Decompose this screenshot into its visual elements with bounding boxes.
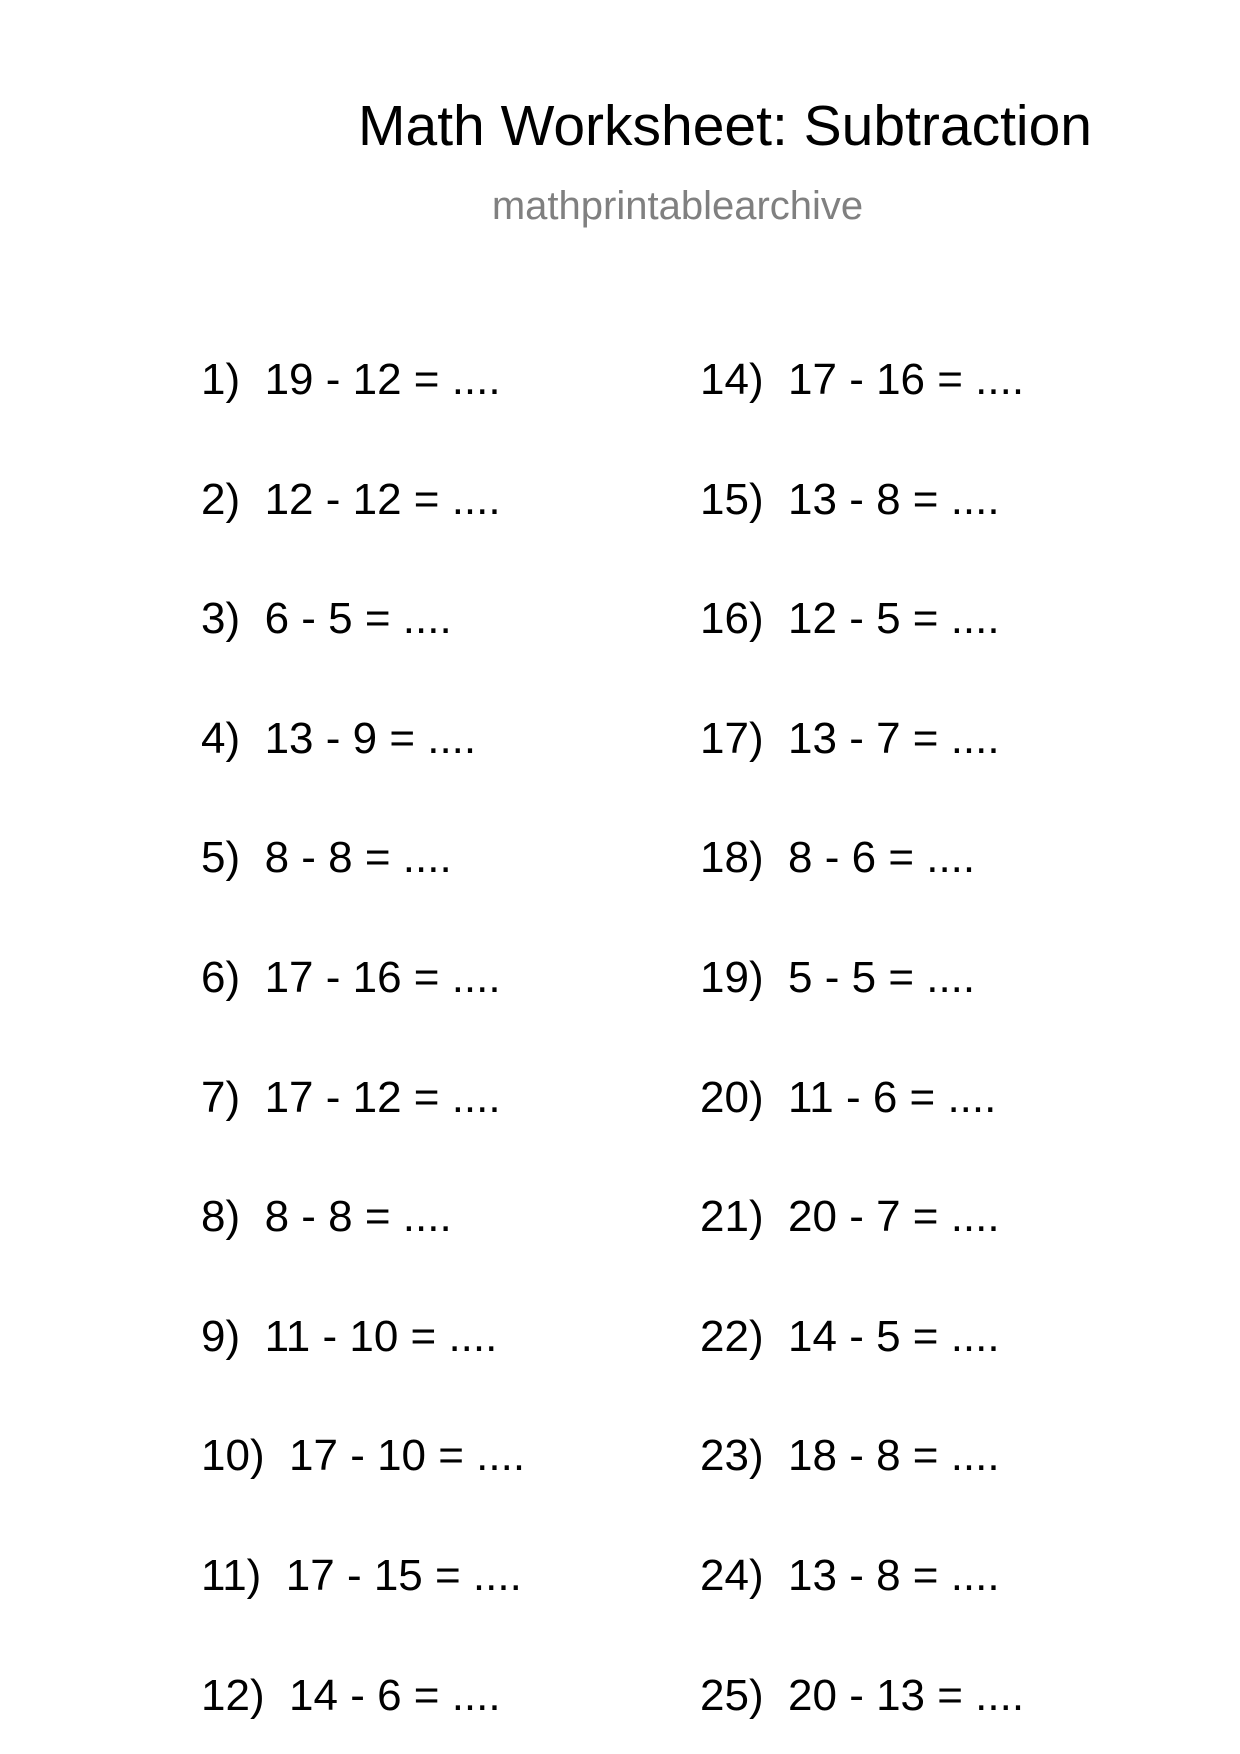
problem-number: 24) (700, 1551, 764, 1600)
problem-item (700, 474, 1000, 524)
problem-expression: 6 - 5 = .... (264, 594, 452, 644)
problem-number: 10) (201, 1431, 265, 1481)
problem-expression: 11 - 6 = .... (788, 1072, 997, 1122)
problem-expression: 8 - 6 = .... (788, 833, 976, 883)
problem-number: 1) (201, 355, 241, 404)
problem-item (201, 355, 501, 404)
problem-number: 22) (700, 1311, 764, 1361)
problem-expression: 17 - 12 = .... (264, 1072, 501, 1122)
problem-item (201, 1072, 501, 1122)
problem-item (201, 474, 501, 524)
problem-item (700, 1311, 1000, 1361)
problem-expression: 19 - 12 = .... (264, 355, 501, 404)
problem-item (201, 833, 452, 883)
problem-number: 23) (700, 1431, 764, 1481)
problem-expression: 11 - 10 = .... (264, 1311, 498, 1361)
problem-expression: 18 - 8 = .... (788, 1431, 1000, 1481)
problem-item (201, 1670, 501, 1720)
problem-number: 3) (201, 594, 241, 644)
problem-expression: 12 - 12 = .... (264, 474, 501, 524)
worksheet-title: Math Worksheet: Subtraction (358, 94, 1092, 158)
problem-number: 25) (700, 1670, 764, 1720)
problem-item (700, 833, 976, 883)
problem-expression: 13 - 8 = .... (788, 1551, 1000, 1600)
problem-number: 15) (700, 474, 764, 524)
problem-number: 11) (201, 1551, 262, 1600)
problem-item (700, 355, 1025, 404)
problem-expression: 13 - 9 = .... (264, 713, 477, 763)
problem-expression: 20 - 7 = .... (788, 1192, 1000, 1242)
problem-item (201, 953, 501, 1002)
problem-item (700, 1670, 1025, 1720)
problem-item (201, 1431, 526, 1481)
problem-number: 5) (201, 833, 241, 883)
problem-number: 19) (700, 953, 764, 1002)
problem-expression: 12 - 5 = .... (788, 594, 1000, 644)
problem-number: 9) (201, 1311, 241, 1361)
problem-item (201, 594, 452, 644)
problem-item (201, 713, 477, 763)
problem-item (700, 713, 1000, 763)
problem-expression: 5 - 5 = .... (788, 953, 976, 1002)
problem-number: 2) (201, 474, 241, 524)
problem-number: 16) (700, 594, 764, 644)
problem-expression: 8 - 8 = .... (264, 833, 452, 883)
problem-item (201, 1192, 452, 1242)
problem-item (700, 1192, 1000, 1242)
problem-number: 4) (201, 713, 241, 763)
problem-number: 7) (201, 1072, 241, 1122)
problem-expression: 17 - 16 = .... (264, 953, 501, 1002)
problem-number: 6) (201, 953, 241, 1002)
problem-item (700, 1551, 1000, 1600)
problem-expression: 13 - 8 = .... (788, 474, 1000, 524)
problem-expression: 14 - 6 = .... (289, 1670, 501, 1720)
problem-number: 17) (700, 713, 764, 763)
problem-expression: 8 - 8 = .... (264, 1192, 452, 1242)
problem-expression: 14 - 5 = .... (788, 1311, 1000, 1361)
problem-item (700, 953, 976, 1002)
problem-item (201, 1551, 522, 1600)
problem-expression: 17 - 15 = .... (285, 1551, 522, 1600)
problem-item (700, 1431, 1000, 1481)
problem-number: 21) (700, 1192, 764, 1242)
problem-number: 8) (201, 1192, 241, 1242)
problem-number: 12) (201, 1670, 265, 1720)
problem-item (700, 594, 1000, 644)
problem-expression: 17 - 16 = .... (788, 355, 1025, 404)
problem-number: 20) (700, 1072, 764, 1122)
problem-item (201, 1311, 498, 1361)
problem-expression: 17 - 10 = .... (289, 1431, 526, 1481)
problem-expression: 20 - 13 = .... (788, 1670, 1025, 1720)
worksheet-subtitle: mathprintablearchive (491, 184, 864, 228)
problem-item (700, 1072, 997, 1122)
problem-number: 14) (700, 355, 764, 404)
problem-expression: 13 - 7 = .... (788, 713, 1000, 763)
problem-number: 18) (700, 833, 764, 883)
